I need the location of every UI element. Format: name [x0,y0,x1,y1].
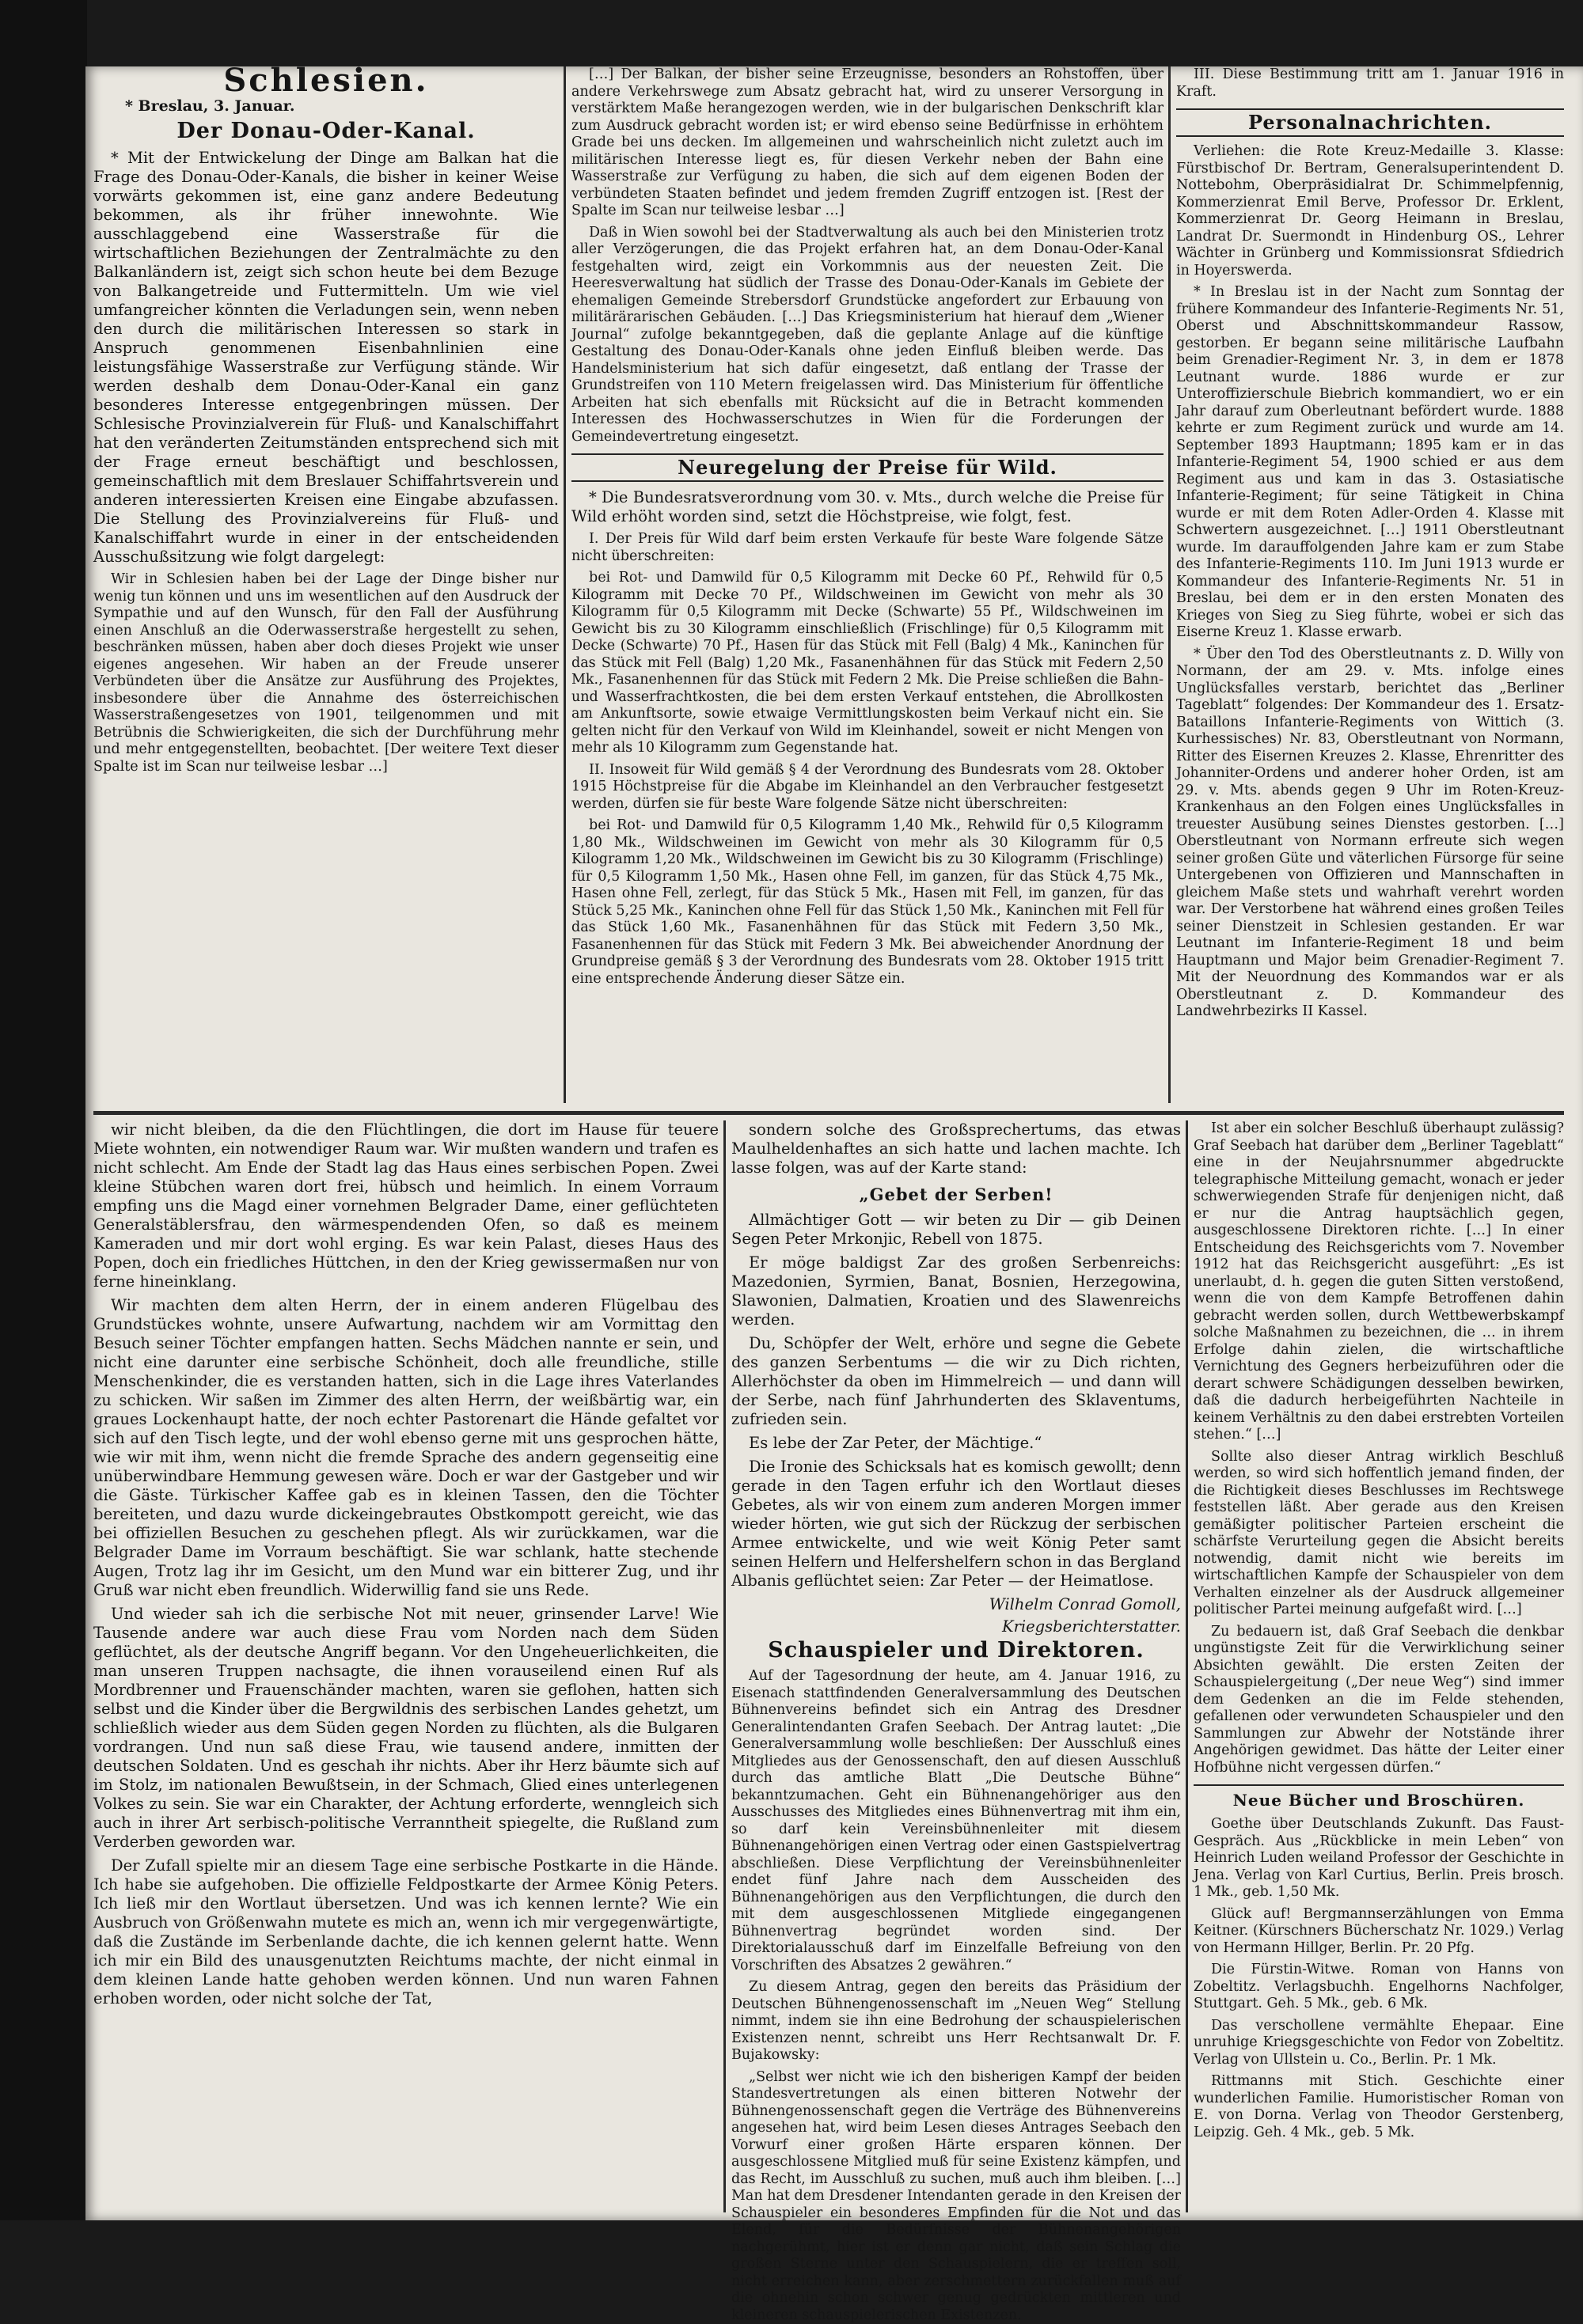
article-title-preise: Neuregelung der Preise für Wild. [571,453,1164,482]
paragraph: III. Diese Bestimmung tritt am 1. Januar 1916 in Kraft. [1176,66,1564,100]
paragraph: Sollte also dieser Antrag wirklich Beschluß werden, so wird sich hoffentlich jemand finden, der die Richtigkeit dieses Beschlusses im Rechtswege feststellen läßt. Aber gerade aus den Kreisen gemäßigter politischer Parteien erscheint die schärfste Verurteilung gegen die Absicht bereits notwendig, damit nicht wie bereits im wirtschaftlichen Kampfe der Schauspieler von dem Verhalten einzelner als der Ausdruck allgemeiner politischer Partei meinung aufgefaßt wird. […] [1194,1449,1564,1619]
paragraph: bei Rot- und Damwild für 0,5 Kilogramm mit Decke 60 Pf., Rehwild für 0,5 Kilogramm mit Decke 70 Pf., Wildschweinen im Gewicht von mehr als 30 Kilogramm für 0,5 Kilogramm mit Decke (Schwarte) 55 Pf., Wildschweinen im Gewicht bis zu 30 Kilogramm einschließlich (Frischlinge) für 0,5 Kilogramm mit Decke (Schwarte) 70 Pf., Hasen für das Stück mit Fell (Balg) 4 Mk., Kaninchen für das Stück mit Fell (Balg) 1,20 Mk., Fasanenhähnen für das Stück mit Federn 2,50 Mk., Fasanenhennen für das Stück mit Federn 2 Mk. Die Preise schließen die Bahn- und Wasserfrachtkosten, die bei dem ersten Verkauf entstehen, die Abrollkosten am Ankunftsorte, sowie etwaige Vermittlungskosten beim Verkauf nicht ein. Sie gelten nicht für den Verkauf von Wild im Kleinhandel, soweit er nicht Mengen von mehr als 10 Kilogramm zum Gegenstande hat. [571,570,1164,757]
paragraph: Zu diesem Antrag, gegen den bereits das Präsidium der Deutschen Bühnengenossenschaft im „Neuen Weg“ Stellung nimmt, indem sie ihn eine Bedrohung der schauspielerischen Existenzen nennt, schreibt uns Herr Rechtsanwalt Dr. F. Bujakowsky: [731,1979,1181,2064]
column-rule [723,1120,726,2212]
book-entry: Die Fürstin-Witwe. Roman von Hanns von Zobeltitz. Verlagsbuchh. Engelhorns Nachfolger, Stuttgart. Geh. 5 Mk., geb. 6 Mk. [1194,1962,1564,2013]
book-entry: Rittmanns mit Stich. Geschichte einer wunderlichen Familie. Humoristischer Roman von E. von Dorna. Verlag von Theodor Gerstenberg, Leipzig. Geh. 4 Mk., geb. 5 Mk. [1194,2073,1564,2141]
book-entry: Goethe über Deutschlands Zukunft. Das Faust-Gespräch. Aus „Rückblicke in mein Leben“ von Heinrich Luden weiland Professor der Geschichte in Jena. Verlag von Karl Curtius, Berlin. Preis brosch. 1 Mk., geb. 1,50 Mk. [1194,1816,1564,1901]
article-title-buecher: Neue Bücher und Broschüren. [1194,1784,1564,1810]
paragraph: Daß in Wien sowohl bei der Stadtverwaltung als auch bei den Ministerien trotz aller Verzögerungen, die das Projekt erfahren hat, an dem Donau-Oder-Kanal festgehalten wird, zeigt ein Vorkommnis aus der neuesten Zeit. Die Heeresverwaltung hat südlich der Trasse des Donau-Oder-Kanals im Gebiete der ehemaligen Gemeinde Strebersdorf Grundstücke angefordert zur Erbauung von militärärarischen Gebäuden. […] Das Kriegsministerium hat hierauf dem „Wiener Journal“ zufolge bekanntgegeben, daß die geplante Anlage auf die künftige Gestaltung des Donau-Oder-Kanals ohne jeden Einfluß bleiben werde. Das Handelsministerium hat sich dafür eingesetzt, daß entlang der Trasse der Grundstreifen von 110 Metern freigelassen wird. Das Ministerium für öffentliche Arbeiten hat sich ebenfalls mit Rücksicht auf die in Betracht kommenden Interessen des Hochwasserschutzes in Wien für die Forderungen der Gemeindevertretung eingesetzt. [571,225,1164,446]
feuilleton-column-3 [1194,1120,1564,2212]
paragraph: * In Breslau ist in der Nacht zum Sonntag der frühere Kommandeur des Infanterie-Regiments Nr. 51, Oberst und Abschnittskommandeur Rassow, gestorben. Er begann seine militärische Laufbahn beim Grenadier-Regiment Nr. 3, in dem er 1878 Leutnant wurde. 1886 wurde er zur Unteroffizierschule Biebrich kommandiert, wo er ein Jahr darauf zum Oberleutnant befördert wurde. 1888 kehrte er zum Regiment zurück und wurde am 14. September 1893 Hauptmann; 1895 kam er in das Infanterie-Regiment 54, 1900 schied er aus dem Regiment aus und kam in das 3. Ostasiatische Infanterie-Regiment; für seine Tätigkeit in China wurde er mit dem Roten Adler-Orden 4. Klasse mit Schwertern ausgezeichnet. […] 1911 Oberstleutnant wurde. Im darauffolgenden Jahre kam er zum Stabe des Infanterie-Regiments 110. Im Juni 1913 wurde er Kommandeur des Infanterie-Regiments Nr. 51 in Breslau, bei dem er in den ersten Monaten des Krieges von Sieg zu Sieg führte, wobei er sich das Eiserne Kreuz 1. Klasse erwarb. [1176,284,1564,642]
column-rule [1186,1120,1188,2212]
paragraph: Wir in Schlesien haben bei der Lage der Dinge bisher nur wenig tun können und uns im wesentlichen auf den Ausdruck der Sympathie und auf den Wunsch, für den Fall der Ausführung einen Anschluß an die Oderwasserstraße hergestellt zu sehen, beschränken müssen, haben aber doch dieses Projekt wie unser eigenes angesehen. Wir haben an der Freude unserer Verbündeten über die Ansätze zur Ausführung des Projektes, insbesondere über die Annahme des österreichischen Wasserstraßengesetzes von 1901, teilgenommen und mit Betrübnis die Schwierigkeiten, die sich der Durchführung mehr und mehr entgegenstellten, beobachtet. [Der weitere Text dieser Spalte ist im Scan nur teilweise lesbar …] [93,571,559,775]
paragraph: Ist aber ein solcher Beschluß überhaupt zulässig? Graf Seebach hat darüber dem „Berliner Tageblatt“ eine in der Neujahrsnummer abgedruckte telegraphische Mitteilung gemacht, wonach er jeder schwerwiegenden Strafe für denjenigen nicht, daß er nur die Antrag hauptsächlich gegen, ausgeschlossene Direktoren richte. […] In einer Entscheidung des Reichsgerichts vom 7. November 1912 hat das Reichsgericht ausgeführt: „Es ist unerlaubt, d. h. gegen die guten Sitten verstoßend, wenn die von dem Kampfe Betroffenen dahin gebracht werden sollen, durch Wettbewerbskampf solche Maßnahmen zu bezeichnen, die … in ihrem Erfolge dahin zielen, die wirtschaftliche Vernichtung des Gegners herbeizuführen oder die derart schwere Schädigungen desselben bewirken, daß die dadurch herbeigeführten Nachteile in keinem Verhältnis zu den dabei erstrebten Vorteilen stehen.“ […] [1194,1120,1564,1444]
article-title-donau: Der Donau-Oder-Kanal. [93,122,559,141]
column-rule [564,66,566,1103]
paragraph: * Die Bundesratsverordnung vom 30. v. Mts., durch welche die Preise für Wild erhöht worden sind, setzt die Höchstpreise, wie folgt, fest. [571,488,1164,526]
book-entry: Das verschollene vermählte Ehepaar. Eine unruhige Kriegsgeschichte von Fedor von Zobeltitz. Verlag von Ullstein u. Co., Berlin. Pr. 1 Mk. [1194,2018,1564,2069]
paragraph: * Mit der Entwickelung der Dinge am Balkan hat die Frage des Donau-Oder-Kanals, die bisher in keiner Weise vorwärts gekommen ist, eine ganz andere Bedeutung bekommen, als ihr früher innewohnte. Wie ausschlaggebend eine Wasserstraße für die wirtschaftlichen Beziehungen der Zentralmächte zu den Balkanländern ist, zeigt sich schon heute bei dem Bezuge von Balkangetreide und Futtermitteln. Um wie viel umfangreicher könnten die Verladungen sein, wenn neben den durch die militärischen Interessen so stark in Anspruch genommenen Eisenbahnlinien eine leistungsfähige Wasserstraße zur Verfügung stände. Wir werden deshalb dem Donau-Oder-Kanal ein ganz besonderes Interesse entgegenbringen müssen. Der Schlesische Provinzialverein für Fluß- und Kanalschiffahrt hat den veränderten Zeitumständen entsprechend sich mit der Frage erneut beschäftigt und beschlossen, gemeinschaftlich mit dem Breslauer Schiffahrtsverein und anderen interessierten Kreisen eine Eingabe abzufassen. Die Stellung des Provinzialvereins für Fluß- und Kanalschiffahrt wurde in einer in der entscheidenden Ausschußsitzung wie folgt dargelegt: [93,149,559,567]
paragraph: wir nicht bleiben, da die den Flüchtlingen, die dort im Hause für teuere Miete wohnten, ein notwendiger Raum war. Wir mußten wandern und trafen es nicht schlecht. Am Ende der Stadt lag das Haus eines serbischen Popen. Zwei kleine Stübchen waren dort frei, hübsch und heimlich. In einem Vorraum empfing uns die Magd einer vornehmen Belgrader Dame, einer geflüchteten Generalstäblersfrau, den wärmespendenden Ofen, so daß es meinem Kameraden und mir dort wohl erging. Es war kein Palast, dieses Haus des Popen, doch ein friedliches Hüttchen, in den der Krieg gewissermaßen nur von ferne hineinklang. [93,1120,719,1291]
paragraph: II. Insoweit für Wild gemäß § 4 der Verordnung des Bundesrats vom 28. Oktober 1915 Höchstpreise für die Abgabe im Kleinhandel an den Verbraucher festgesetzt werden, dürfen sie für beste Ware folgende Sätze nicht überschreiten: [571,762,1164,813]
feuilleton-column-1 [93,1120,719,2212]
column-2 [571,66,1164,1107]
paragraph: Die Ironie des Schicksals hat es komisch gewollt; denn gerade in den Tagen erfuhr ich den Wortlaut dieses Gebetes, als wir von einem zum anderen Morgen immer wieder hörten, wie gut sich der Rückzug der serbischen Armee entwickelte, und wie weit König Peter samt seinen Helfern und Helfershelfern schon in das Bergland Albanis geflüchtet seien: Zar Peter — der Heimatlose. [731,1458,1181,1590]
prayer-title: „Gebet der Serben! [731,1185,1181,1204]
paragraph: Du, Schöpfer der Welt, erhöre und segne die Gebete des ganzen Serbentums — die wir zu Dich richten, Allerhöchster da oben im Himmelreich — und dann will der Serbe, nach fünf Jahrhunderten des Sklaventums, zufrieden sein. [731,1334,1181,1429]
paragraph: I. Der Preis für Wild darf beim ersten Verkaufe für beste Ware folgende Sätze nicht überschreiten: [571,531,1164,565]
scan-margin [0,0,87,2220]
column-1 [93,66,559,1107]
dateline: * Breslau, 3. Januar. [93,97,559,116]
paragraph: Allmächtiger Gott — wir beten zu Dir — gib Deinen Segen Peter Mrkonjic, Rebell von 1875. [731,1211,1181,1249]
paragraph: Auf der Tagesordnung der heute, am 4. Januar 1916, zu Eisenach stattfindenden Generalversammlung des Deutschen Bühnenvereins befindet sich ein Antrag des Dresdner Generalintendanten Grafen Seebach. Der Antrag lautet: „Die Generalversammlung wolle beschließen: Der Ausschluß eines Mitgliedes aus der Genossenschaft, den auf diesen Ausschluß durch das amtliche Blatt „Die Deutsche Bühne“ bekanntzumachen. Geht ein Bühnenangehöriger aus den Ausschusses des Mitgliedes eines Bühnenvertrag mit ihm ein, so darf kein Vereinsbühnenleiter mit diesem Bühnenangehörigen einen Vertrag oder einen Gastspielvertrag abschließen. Diese Verpflichtung der Vereinsbühnenleiter endet fünf Jahre nach dem Ausscheiden des Bühnenangehörigen aus den Verpflichtungen, die durch den mit dem ausgeschlossenen Mitgliede eingegangenen Bühnenvertrag begründet worden sind. Der Direktorialausschuß darf im Einzelfalle Befreiung von den Vorschriften des Absatzes 2 gewähren.“ [731,1668,1181,1974]
article-title-schauspieler: Schauspieler und Direktoren. [731,1641,1181,1660]
column-3 [1176,66,1564,1107]
paragraph: Es lebe der Zar Peter, der Mächtige.“ [731,1434,1181,1453]
feuilleton-column-2 [731,1120,1181,2212]
feuilleton-rule [93,1111,1564,1115]
paragraph: bei Rot- und Damwild für 0,5 Kilogramm 1,40 Mk., Rehwild für 0,5 Kilogramm 1,80 Mk., Wildschweinen im Gewicht von mehr als 30 Kilogramm für 0,5 Kilogramm 1,20 Mk., Wildschweinen im Gewicht bis zu 30 Kilogramm (Frischlinge) für 0,5 Kilogramm 1,50 Mk., Hasen ohne Fell, im ganzen, für das Stück 4,75 Mk., Hasen ohne Fell, zerlegt, für das Stück 5 Mk., Hasen mit Fell, im ganzen, für das Stück 5,25 Mk., Kaninchen ohne Fell für das Stück 1,50 Mk., Kaninchen mit Fell für das Stück 1,60 Mk., Fasanenhähnen für das Stück mit Federn 3,50 Mk., Fasanenhennen für das Stück mit Federn 3 Mk. Bei abweichender Anordnung der Grundpreise gemäß § 3 der Verordnung des Bundesrats vom 28. Oktober 1915 tritt eine entsprechende Änderung dieser Sätze ein. [571,817,1164,988]
paragraph: Verliehen: die Rote Kreuz-Medaille 3. Klasse: Fürstbischof Dr. Bertram, Generalsuperintendent D. Nottebohm, Oberpräsidialrat Dr. Schimmelpfennig, Kommerzienrat Emil Berve, Professor Dr. Erklent, Kommerzienrat Dr. Georg Heimann in Breslau, Landrat Dr. Suermondt in Hindenburg OS., Lehrer Wächter in Grünberg und Kommissionsrat Sfdiedrich in Hoyerswerda. [1176,143,1564,279]
paragraph: Er möge baldigst Zar des großen Serbenreichs: Mazedonien, Syrmien, Banat, Bosnien, Herzegowina, Slawonien, Dalmatien, Kroatien und des Slawenreichs werden. [731,1253,1181,1329]
paragraph: Zu bedauern ist, daß Graf Seebach die denkbar ungünstigste Zeit für die Verwirklichung seiner Absichten gewählt. Die ersten Zeiten der Schauspielergeitung („Der neue Weg“) sind immer dem Gedenken an die im Felde stehenden, gefallenen oder verwundeten Schauspieler und den Sammlungen zur Abwehr der Notstände ihrer Angehörigen gewidmet. Das hätte der Leiter einer Hofbühne nicht vergessen dürfen.“ [1194,1624,1564,1777]
article-title-personal: Personalnachrichten. [1176,108,1564,137]
paragraph: Und wieder sah ich die serbische Not mit neuer, grinsender Larve! Wie Tausende andere war auch diese Frau vom Norden nach dem Süden geflüchtet, als der deutsche Angriff begann. Vor den Ungeheuerlichkeiten, die man unseren Truppen nachsagte, die ihnen vorauseilend einen Ruf als Mordbrenner und Frauenschänder machten, waren sie geflohen, hatten sich selbst und die Kinder über die Bergwildnis des serbischen Landes gehetzt, um schließlich wieder aus dem Süden gegen Norden zu flüchten, als die Bulgaren vordrangen. Und nun saß diese Frau, wie tausend andere, inmitten der deutschen Soldaten. Und es geschah ihr nichts. Aber ihr Herz bäumte sich auf im Stolz, im nationalen Bewußtsein, in der Schmach, Glied eines unterlegenen Volkes zu sein. Sie war ein Charakter, der Achtung erforderte, wenngleich sich auch in ihrer Art serbisch-politische Verranntheit spiegelte, die Rußland zum Verderben geworden war. [93,1605,719,1852]
author-role: Kriegsberichterstatter. [731,1617,1181,1636]
paragraph: Wir machten dem alten Herrn, der in einem anderen Flügelbau des Grundstückes wohnte, unsere Aufwartung, nachdem wir am Vormittag den Besuch seiner Töchter empfangen hatten. Sechs Mädchen nannte er sein, und nicht eine darunter eine serbische Schönheit, doch alle freundliche, stille Menschenkinder, die es verstanden hatten, sich in die Lage ihres Vaterlandes zu schicken. Wir saßen im Zimmer des alten Herrn, der weißbärtig war, ein graues Lockenhaupt hatte, der noch echter Pastorenart die Hände gefaltet vor sich auf den Tisch legte, und der wohl ebenso gerne mit uns gesprochen hätte, wie wir mit ihm, wenn nicht die fremde Sprache des andern gegenseitig eine unüberwindbare Hemmung gewesen wäre. Doch er war der Gastgeber und wir die Gäste. Türkischer Kaffee gab es in kleinen Tassen, den die Töchter bereiteten, und dazu wurde dickeingebrautes Obstkompott gereicht, wie das bei offiziellen Besuchen zu geschehen pflegt. Als wir zurückkamen, war die Belgrader Dame im Vorraum beschäftigt. Sie war schlank, hatte stechende Augen, Trotz lag ihr im Gesicht, um den Mund war ein bitterer Zug, und ihr Gruß war nicht eben freundlich. Widerwillig fand sie uns Rede. [93,1296,719,1600]
author-signature: Wilhelm Conrad Gomoll, [731,1595,1181,1614]
book-entry: Glück auf! Bergmannserzählungen von Emma Keitner. (Kürschners Bücherschatz Nr. 1029.) Verlag von Hermann Hillger, Berlin. Pr. 20 Pfg. [1194,1906,1564,1958]
paragraph: […] Der Balkan, der bisher seine Erzeugnisse, besonders an Rohstoffen, über andere Verkehrswege zum Absatz gebracht hat, wird zu unserer Versorgung in verstärktem Maße herangezogen werden, wie in der bulgarischen Denkschrift klar zum Ausdruck gebracht worden ist; er wird ebenso seine Bedürfnisse in erhöhtem Grade bei uns decken. Im allgemeinen und wahrscheinlich nicht zuletzt auch im militärischen Interesse liegt es, für diesen Verkehr neben der Bahn eine Wasserstraße zur Verfügung zu haben, die sich auf dem eigenen Boden der verbündeten Staaten befindet und jedem fremden Zugriff entzogen ist. [Rest der Spalte im Scan nur teilweise lesbar …] [571,66,1164,220]
paragraph: Der Zufall spielte mir an diesem Tage eine serbische Postkarte in die Hände. Ich habe sie aufgehoben. Die offizielle Feldpostkarte der Armee König Peters. Ich ließ mir den Wortlaut übersetzen. Und was ich kennen lernte? Wie ein Ausbruch von Größenwahn mutete es mich an, wenn ich mir vergegenwärtigte, daß die Zustände im Serbenlande dachte, die ich kennen gelernt hatte. Wenn ich mir ein Bild des unausgenutzten Reichtums machte, der nicht einmal in dem kleinen Lande hatte gehoben werden können. Und nun waren Fahnen erhoben worden, oder nicht solche der Tat, [93,1856,719,2008]
section-title: Schlesien. [93,71,559,90]
paragraph: * Über den Tod des Oberstleutnants z. D. Willy von Normann, der am 29. v. Mts. infolge eines Unglücksfalles verstarb, berichtet das „Berliner Tageblatt“ folgendes: Der Kommandeur des 1. Ersatz-Bataillons Infanterie-Regiments von Wittich (3. Kurhessisches) Nr. 83, Oberstleutnant von Normann, Ritter des Eisernen Kreuzes 2. Klasse, Ehrenritter des Johanniter-Ordens und anderer hoher Orden, ist am 29. v. Mts. abends gegen 9 Uhr im Roten-Kreuz-Krankenhaus an den Folgen eines Unglücksfalles in treuester Ausübung seines Dienstes gestorben. […] Oberstleutnant von Normann erfreute sich wegen seiner großen Güte und väterlichen Fürsorge für seine Untergebenen von Offizieren und Mannschaften in gleichem Maße stets und wahrhaft verehrt worden war. Der Verstorbene hat während eines großen Teiles seiner Dienstzeit in Schlesien gestanden. Er war Leutnant im Infanterie-Regiment 18 und beim Hauptmann und Major beim Grenadier-Regiment 7. Mit der Neuordnung des Kommandos war er als Oberstleutnant z. D. Kommandeur des Landwehrbezirks II Kassel. [1176,646,1564,1021]
paragraph: „Selbst wer nicht wie ich den bisherigen Kampf der beiden Standesvertretungen als einen bitteren Notwehr der Bühnengenossenschaft gegen die Verträge des Bühnenvereins angesehen hat, wird beim Lesen dieses Antrages Seebach den Vorwurf einer großen Härte ersparen können. Der ausgeschlossene Mitglied muß für seine Existenz kämpfen, und das Recht, im Ausschluß zu suchen, muß auch ihm bleiben. […] Man hat dem Dresdener Intendanten gerade in den Kreisen der Schauspieler ein besonderes Empfinden für die Not und das Elend, für die Bedürfnisse der Bühnenangehörigen nachgerühmt, hier ist er denn gar nicht, daß sein Schlag die großen Sterne unter den Schauspielern, die er treffen soll, nicht erreichen kann, aber zerschmettern zurückfallen muß auf die ohnehin schon schwer genug gedrückten mittleren und kleineren schauspielerischen Existenzen. [731,2069,1181,2324]
newspaper-page [85,66,1583,2220]
paragraph: sondern solche des Großsprechertums, das etwas Maulheldenhaftes an sich hatte und lachen machte. Ich lasse folgen, was auf der Karte stand: [731,1120,1181,1177]
column-rule [1168,66,1171,1103]
